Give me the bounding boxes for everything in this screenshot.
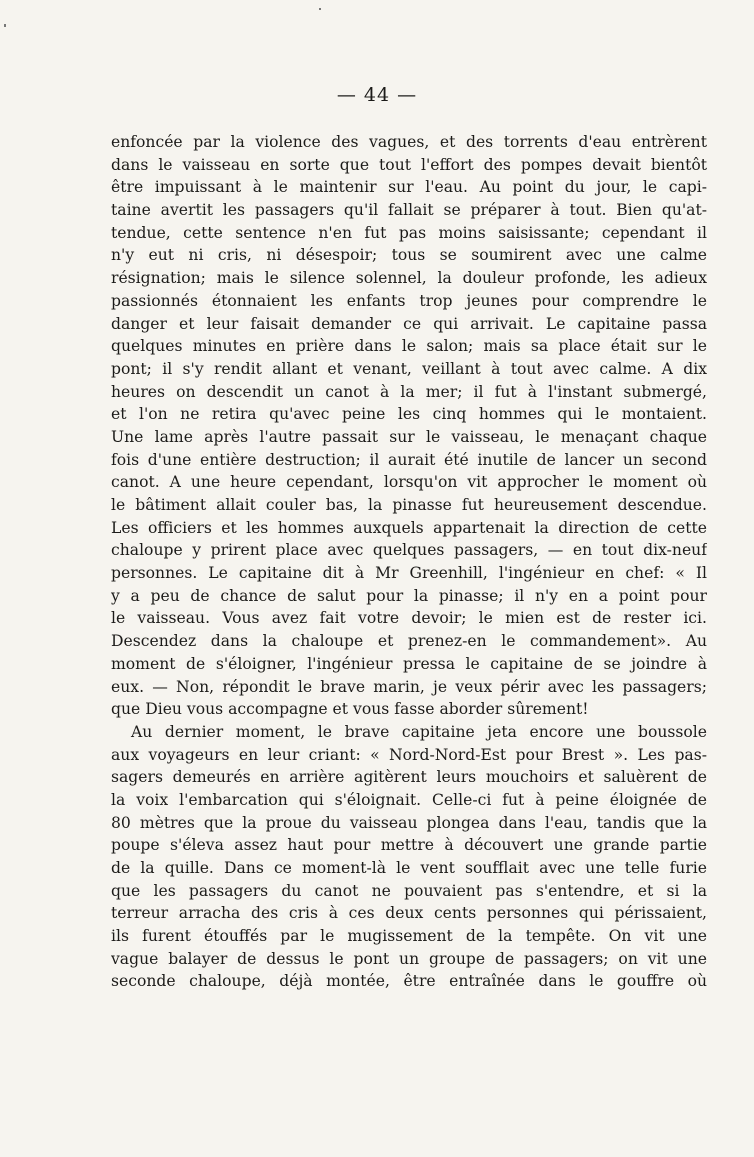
text-line: moment de s'éloigner, l'ingénieur pressa le capitaine de se joindre à: [111, 654, 707, 673]
text-line: Une lame après l'autre passait sur le vaisseau, le menaçant chaque: [111, 427, 707, 446]
body-text: [111, 131, 707, 993]
text-line: eux. — Non, répondit le brave marin, je veux périr avec les passagers;: [111, 677, 707, 696]
text-line: seconde chaloupe, déjà montée, être entraînée dans le gouffre où: [111, 972, 707, 991]
text-line: taine avertit les passagers qu'il fallait se préparer à tout. Bien qu'at-: [111, 201, 707, 220]
text-line: canot. A une heure cependant, lorsqu'on vit approcher le moment où: [111, 473, 707, 492]
text-line: être impuissant à le maintenir sur l'eau. Au point du jour, le capi-: [111, 178, 707, 197]
text-line: Les officiers et les hommes auxquels appartenait la direction de cette: [111, 518, 707, 537]
text-line: et l'on ne retira qu'avec peine les cinq hommes qui le montaient.: [111, 405, 707, 424]
print-speck: [319, 8, 321, 10]
text-line: ils furent étouffés par le mugissement de la tempête. On vit une: [111, 927, 707, 946]
text-line: de la quille. Dans ce moment-là le vent soufflait avec une telle furie: [111, 859, 707, 877]
print-speck: [4, 24, 6, 27]
text-line: fois d'une entière destruction; il aurait été inutile de lancer un second: [111, 450, 707, 469]
text-line: résignation; mais le silence solennel, la douleur profonde, les adieux: [111, 269, 707, 288]
text-line: poupe s'éleva assez haut pour mettre à découvert une grande partie: [111, 836, 707, 855]
text-line: tendue, cette sentence n'en fut pas moins saisissante; cependant il: [111, 223, 707, 242]
text-line: Au dernier moment, le brave capitaine jeta encore une boussole: [131, 722, 707, 741]
text-line: dans le vaisseau en sorte que tout l'effort des pompes devait bientôt: [111, 155, 707, 174]
text-line: heures on descendit un canot à la mer; il fut à l'instant submergé,: [111, 382, 707, 401]
text-line: personnes. Le capitaine dit à Mr Greenhill, l'ingénieur en chef: « Il: [111, 564, 707, 583]
text-line: vague balayer de dessus le pont un groupe de passagers; on vit une: [111, 949, 707, 968]
text-line: chaloupe y prirent place avec quelques passagers, — en tout dix-neuf: [111, 541, 707, 560]
text-line: aux voyageurs en leur criant: « Nord-Nord-Est pour Brest ». Les pas-: [111, 745, 707, 764]
text-line: Descendez dans la chaloupe et prenez-en le commandement». Au: [111, 632, 707, 651]
text-line: passionnés étonnaient les enfants trop jeunes pour comprendre le: [111, 291, 707, 310]
text-line: le bâtiment allait couler bas, la pinasse fut heureusement descendue.: [111, 496, 707, 514]
text-line: la voix l'embarcation qui s'éloignait. Celle-ci fut à peine éloignée de: [111, 790, 707, 809]
text-line: danger et leur faisait demander ce qui arrivait. Le capitaine passa: [111, 314, 707, 333]
text-line: n'y eut ni cris, ni désespoir; tous se soumirent avec une calme: [111, 246, 707, 265]
text-line: quelques minutes en prière dans le salon; mais sa place était sur le: [111, 337, 707, 356]
text-line: terreur arracha des cris à ces deux cents personnes qui périssaient,: [111, 904, 707, 923]
text-line: le vaisseau. Vous avez fait votre devoir; le mien est de rester ici.: [111, 609, 707, 628]
text-line: sagers demeurés en arrière agitèrent leurs mouchoirs et saluèrent de: [111, 768, 707, 787]
text-line: y a peu de chance de salut pour la pinasse; il n'y en a point pour: [111, 586, 707, 605]
text-line: 80 mètres que la proue du vaisseau plongea dans l'eau, tandis que la: [111, 813, 707, 832]
text-line: que les passagers du canot ne pouvaient pas s'entendre, et si la: [111, 881, 707, 900]
text-line: que Dieu vous accompagne et vous fasse aborder sûrement!: [111, 700, 589, 719]
text-line: pont; il s'y rendit allant et venant, veillant à tout avec calme. A dix: [111, 359, 707, 378]
page-number: — 44 —: [336, 84, 418, 106]
text-line: enfoncée par la violence des vagues, et des torrents d'eau entrèrent: [111, 133, 707, 151]
